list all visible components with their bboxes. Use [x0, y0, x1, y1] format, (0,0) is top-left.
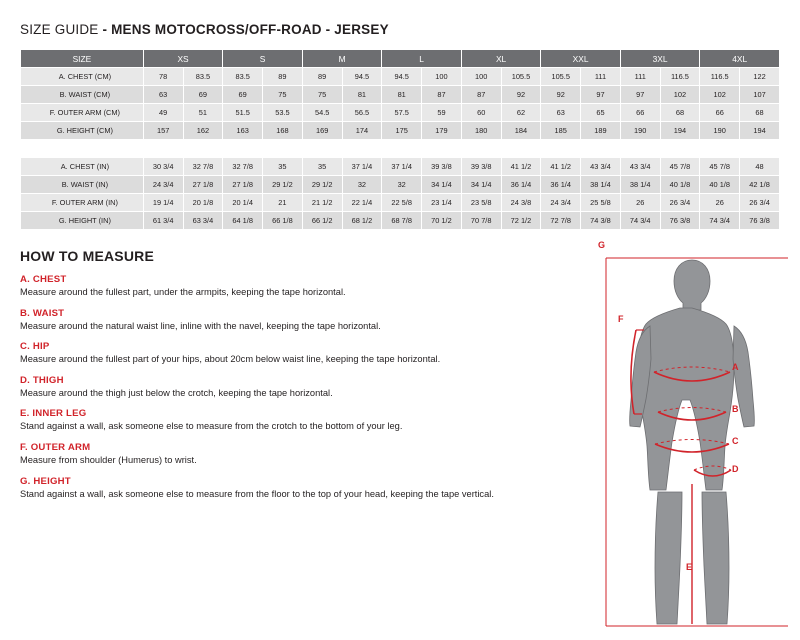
cell: 27 1/8 — [223, 176, 263, 194]
cell: 76 3/8 — [660, 212, 700, 230]
body-diagram-svg — [592, 252, 792, 632]
cell: 63 3/4 — [183, 212, 223, 230]
cell: 111 — [620, 68, 660, 86]
row-label: G. HEIGHT (IN) — [21, 212, 144, 230]
cell: 168 — [263, 122, 303, 140]
measure-item-thigh — [20, 375, 600, 400]
cell: 42 1/8 — [740, 176, 780, 194]
cell: 94.5 — [382, 68, 422, 86]
size-column-header: XS — [143, 50, 223, 68]
cell: 72 7/8 — [541, 212, 581, 230]
cell: 94.5 — [342, 68, 382, 86]
cell: 75 — [302, 86, 342, 104]
table-row — [21, 194, 780, 212]
size-column-header: M — [302, 50, 382, 68]
measure-item-text: Measure around the fullest part, under the armpits, keeping the tape horizontal. — [20, 287, 346, 297]
figure-label-d: D — [732, 464, 739, 474]
figure-label-b: B — [732, 404, 739, 414]
cell: 105.5 — [501, 68, 541, 86]
cell: 78 — [143, 68, 183, 86]
cell: 190 — [700, 122, 740, 140]
cell: 37 1/4 — [382, 158, 422, 176]
cell: 26 — [620, 194, 660, 212]
cell: 92 — [541, 86, 581, 104]
size-table — [20, 49, 780, 230]
cell: 56.5 — [342, 104, 382, 122]
cell: 185 — [541, 122, 581, 140]
cell: 87 — [461, 86, 501, 104]
cell: 61 3/4 — [143, 212, 183, 230]
cell: 68 1/2 — [342, 212, 382, 230]
cell: 63 — [143, 86, 183, 104]
table-row — [21, 122, 780, 140]
cell: 45 7/8 — [660, 158, 700, 176]
row-label: F. OUTER ARM (IN) — [21, 194, 144, 212]
size-column-header: L — [382, 50, 462, 68]
cell: 66 — [700, 104, 740, 122]
cell: 89 — [263, 68, 303, 86]
cell: 81 — [342, 86, 382, 104]
table-row — [21, 212, 780, 230]
row-label: B. WAIST (CM) — [21, 86, 144, 104]
cell: 22 5/8 — [382, 194, 422, 212]
cell: 29 1/2 — [302, 176, 342, 194]
cell: 43 3/4 — [620, 158, 660, 176]
table-corner-label: SIZE — [21, 50, 144, 68]
cell: 81 — [382, 86, 422, 104]
cell: 122 — [740, 68, 780, 86]
cell: 41 1/2 — [501, 158, 541, 176]
cell: 89 — [302, 68, 342, 86]
cell: 184 — [501, 122, 541, 140]
size-column-header: 4XL — [700, 50, 780, 68]
row-label: B. WAIST (IN) — [21, 176, 144, 194]
cell: 102 — [660, 86, 700, 104]
cell: 32 — [342, 176, 382, 194]
measure-item-text: Measure around the natural waist line, inline with the navel, keeping the tape horizontal. — [20, 320, 381, 331]
cell: 179 — [422, 122, 462, 140]
cell: 174 — [342, 122, 382, 140]
cell: 69 — [183, 86, 223, 104]
cell: 74 3/4 — [620, 212, 660, 230]
cell: 26 3/4 — [740, 194, 780, 212]
cell: 51.5 — [223, 104, 263, 122]
cell: 194 — [740, 122, 780, 140]
cell: 32 7/8 — [223, 158, 263, 176]
cell: 25 5/8 — [581, 194, 621, 212]
cell: 68 — [660, 104, 700, 122]
page-title — [20, 22, 780, 37]
cell: 36 1/4 — [541, 176, 581, 194]
cell: 62 — [501, 104, 541, 122]
cell: 38 1/4 — [620, 176, 660, 194]
page-title-suffix: - MENS MOTOCROSS/OFF-ROAD - JERSEY — [102, 22, 389, 37]
measure-item-text: Stand against a wall, ask someone else to measure from the floor to the top of your head, keeping the tape vertical. — [20, 488, 494, 499]
cell: 105.5 — [541, 68, 581, 86]
measure-item-chest — [20, 274, 600, 299]
cell: 51 — [183, 104, 223, 122]
cell: 21 1/2 — [302, 194, 342, 212]
size-column-header: S — [223, 50, 303, 68]
cell: 107 — [740, 86, 780, 104]
cell: 34 1/4 — [422, 176, 462, 194]
cell: 116.5 — [700, 68, 740, 86]
cell: 100 — [422, 68, 462, 86]
cell: 24 3/4 — [541, 194, 581, 212]
cell: 190 — [620, 122, 660, 140]
cell: 69 — [223, 86, 263, 104]
figure-label-g: G — [598, 240, 606, 250]
cell: 87 — [422, 86, 462, 104]
page-title-prefix: SIZE GUIDE — [20, 22, 99, 37]
cell: 43 3/4 — [581, 158, 621, 176]
cell: 35 — [302, 158, 342, 176]
cell: 29 1/2 — [263, 176, 303, 194]
cell: 97 — [620, 86, 660, 104]
cell: 21 — [263, 194, 303, 212]
measure-item-inner-leg — [20, 408, 600, 433]
cell: 32 — [382, 176, 422, 194]
cell: 35 — [263, 158, 303, 176]
cell: 68 — [740, 104, 780, 122]
cell: 59 — [422, 104, 462, 122]
cell: 92 — [501, 86, 541, 104]
cell: 48 — [740, 158, 780, 176]
measure-item-key: E. INNER LEG — [20, 408, 87, 420]
cell: 27 1/8 — [183, 176, 223, 194]
figure-label-e: E — [686, 562, 693, 572]
measure-item-key: B. WAIST — [20, 307, 65, 319]
cell: 100 — [461, 68, 501, 86]
measure-item-key: A. CHEST — [20, 274, 67, 285]
cell: 70 1/2 — [422, 212, 462, 230]
table-row — [21, 68, 780, 86]
cell: 53.5 — [263, 104, 303, 122]
cell: 74 3/8 — [581, 212, 621, 230]
cell: 41 1/2 — [541, 158, 581, 176]
cell: 116.5 — [660, 68, 700, 86]
measure-item-text: Stand against a wall, ask someone else to measure from the crotch to the bottom of your leg. — [20, 421, 403, 432]
cell: 36 1/4 — [501, 176, 541, 194]
cell: 180 — [461, 122, 501, 140]
cell: 189 — [581, 122, 621, 140]
cell: 66 1/8 — [263, 212, 303, 230]
table-separator — [21, 140, 780, 158]
cell: 72 1/2 — [501, 212, 541, 230]
cell: 39 3/8 — [461, 158, 501, 176]
cell: 45 7/8 — [700, 158, 740, 176]
row-label: G. HEIGHT (CM) — [21, 122, 144, 140]
measure-item-outer-arm — [20, 442, 600, 467]
cell: 102 — [700, 86, 740, 104]
cell: 32 7/8 — [183, 158, 223, 176]
cell: 157 — [143, 122, 183, 140]
figure-label-a: A — [732, 362, 739, 372]
table-row — [21, 86, 780, 104]
cell: 163 — [223, 122, 263, 140]
row-label: F. OUTER ARM (CM) — [21, 104, 144, 122]
cell: 26 — [700, 194, 740, 212]
cell: 37 1/4 — [342, 158, 382, 176]
measure-item-height — [20, 476, 600, 501]
size-column-header: 3XL — [620, 50, 700, 68]
cell: 66 — [620, 104, 660, 122]
cell: 169 — [302, 122, 342, 140]
cell: 97 — [581, 86, 621, 104]
table-row — [21, 158, 780, 176]
measure-item-key: F. OUTER ARM — [20, 442, 91, 454]
cell: 54.5 — [302, 104, 342, 122]
cell: 162 — [183, 122, 223, 140]
measure-item-key: C. HIP — [20, 341, 50, 353]
cell: 65 — [581, 104, 621, 122]
measure-item-text: Measure from shoulder (Humerus) to wrist. — [20, 455, 197, 466]
cell: 23 5/8 — [461, 194, 501, 212]
measure-item-hip — [20, 341, 600, 366]
cell: 20 1/8 — [183, 194, 223, 212]
cell: 26 3/4 — [660, 194, 700, 212]
cell: 75 — [263, 86, 303, 104]
cell: 49 — [143, 104, 183, 122]
cell: 40 1/8 — [700, 176, 740, 194]
cell: 70 7/8 — [461, 212, 501, 230]
cell: 38 1/4 — [581, 176, 621, 194]
table-header-row — [21, 50, 780, 68]
cell: 22 1/4 — [342, 194, 382, 212]
figure-label-c: C — [732, 436, 739, 446]
cell: 63 — [541, 104, 581, 122]
cell: 24 3/8 — [501, 194, 541, 212]
cell: 34 1/4 — [461, 176, 501, 194]
cell: 19 1/4 — [143, 194, 183, 212]
size-column-header: XL — [461, 50, 541, 68]
cell: 68 7/8 — [382, 212, 422, 230]
cell: 23 1/4 — [422, 194, 462, 212]
cell: 30 3/4 — [143, 158, 183, 176]
row-label: A. CHEST (CM) — [21, 68, 144, 86]
measure-item-text: Measure around the thigh just below the crotch, keeping the tape horizontal. — [20, 387, 333, 398]
size-column-header: XXL — [541, 50, 621, 68]
cell: 66 1/2 — [302, 212, 342, 230]
measurement-figure — [592, 240, 792, 632]
measure-item-text: Measure around the fullest part of your hips, about 20cm below waist line, keeping the tape horizontal. — [20, 354, 441, 365]
cell: 20 1/4 — [223, 194, 263, 212]
how-to-measure-heading: HOW TO MEASURE — [20, 248, 154, 264]
measure-item-waist — [20, 308, 600, 333]
row-label: A. CHEST (IN) — [21, 158, 144, 176]
cell: 194 — [660, 122, 700, 140]
cell: 64 1/8 — [223, 212, 263, 230]
cell: 24 3/4 — [143, 176, 183, 194]
cell: 111 — [581, 68, 621, 86]
cell: 40 1/8 — [660, 176, 700, 194]
measure-item-key: D. THIGH — [20, 374, 64, 386]
cell: 39 3/8 — [422, 158, 462, 176]
table-row — [21, 176, 780, 194]
cell: 175 — [382, 122, 422, 140]
cell: 60 — [461, 104, 501, 122]
cell: 74 3/4 — [700, 212, 740, 230]
measure-item-key: G. HEIGHT — [20, 475, 71, 487]
cell: 83.5 — [223, 68, 263, 86]
table-row — [21, 104, 780, 122]
figure-label-f: F — [618, 314, 624, 324]
cell: 83.5 — [183, 68, 223, 86]
cell: 76 3/8 — [740, 212, 780, 230]
cell: 57.5 — [382, 104, 422, 122]
